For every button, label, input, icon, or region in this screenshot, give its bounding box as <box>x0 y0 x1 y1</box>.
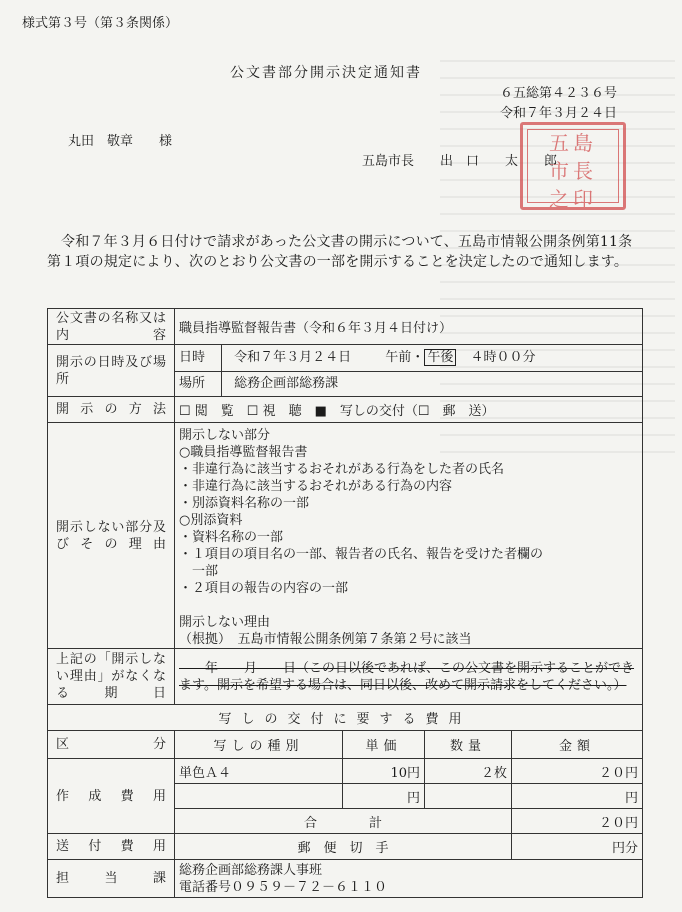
row2-price: 円 <box>343 784 425 809</box>
partial-line: ・非違行為に該当するおそれがある行為の内容 <box>179 479 453 494</box>
partial-content <box>175 423 643 649</box>
partial-line: ・１項目の項目名の一部、報告者の氏名、報告を受けた者欄の <box>179 547 544 562</box>
total-label: 合 計 <box>175 809 512 834</box>
form-number: 様式第３号（第３条関係） <box>22 16 179 31</box>
doc-name-value: 職員指導監督報告書（令和６年３月４日付け） <box>175 309 643 345</box>
make-cost-label: 作成費用 <box>48 759 175 834</box>
partial-line: 開示しない部分 <box>179 428 271 443</box>
fee-heading: 写しの交付に要する費用 <box>48 705 643 731</box>
datetime-label: 開示の日時及び場所 <box>48 345 175 397</box>
notice-body: 令和７年３月６日付けで請求があった公文書の開示について、五島市情報公開条例第11条第１項の規定により、次のとおり公文書の一部を開示することを決定したので通知します。 <box>47 234 633 270</box>
shipping-amount: 円分 <box>512 834 643 860</box>
place-value: 総務企画部総務課 <box>234 376 339 391</box>
partial-line: ・２項目の報告の内容の一部 <box>179 581 349 596</box>
document-title: 公文書部分開示決定通知書 <box>230 65 422 81</box>
disclosure-table <box>47 308 643 898</box>
row2-amount: 円 <box>512 784 643 809</box>
col-kubun: 区分 <box>48 731 175 759</box>
method-value: ☐ 閲 覧 ☐ 視 聴 ■ 写しの交付（☐ 郵 送） <box>175 397 643 423</box>
contact-phone: 電話番号０９５９－７２－６１１０ <box>179 879 388 895</box>
doc-name-label: 公文書の名称又は内容 <box>48 309 175 345</box>
partial-line: 一部 <box>179 564 219 579</box>
row1-amount: ２０円 <box>512 759 643 784</box>
recipient-name: 丸田 敬章 様 <box>68 134 173 149</box>
expiry-text: 年 月 日（この日以後であれば、この公文書を開示することができます。開示を希望する場合は、同日以後、改めて開示請求をしてください。） <box>175 649 643 705</box>
contact-label: 担当課 <box>48 860 175 898</box>
contact-department: 総務企画部総務課人事班 <box>179 862 323 878</box>
official-seal: 五島 市長 之印 <box>520 122 626 210</box>
row1-type: 単色Ａ４ <box>175 759 343 784</box>
date-value: 令和７年３月２４日 <box>234 350 352 365</box>
partial-line: ・資料名称の一部 <box>179 530 284 545</box>
ampm-am: 午前・ <box>385 350 425 365</box>
method-label: 開示の方法 <box>48 397 175 423</box>
partial-line: ○別添資料 <box>179 513 243 528</box>
col-type: 写しの種別 <box>175 731 343 759</box>
shipping-label: 送付費用 <box>48 834 175 860</box>
partial-line: ○職員指導監督報告書 <box>179 445 308 460</box>
document-date: 令和７年３月２４日 <box>500 106 618 121</box>
document-number: ６五総第４２３６号 <box>500 86 618 101</box>
ampm-pm-selected: 午後 <box>424 349 456 366</box>
reason-heading: 開示しない理由 <box>179 615 271 630</box>
partial-line: ・別添資料名称の一部 <box>179 496 310 511</box>
row1-price: 10円 <box>343 759 425 784</box>
sender-name: 出 口 太 郎 <box>440 154 558 169</box>
col-qty: 数量 <box>425 731 512 759</box>
total-amount: ２０円 <box>512 809 643 834</box>
expiry-label: 上記の「開示しない理由」がなくなる期日 <box>48 649 175 705</box>
reason-text: （根拠） 五島市情報公開条例第７条第２号に該当 <box>179 632 472 647</box>
partial-line: ・非違行為に該当するおそれがある行為をした者の氏名 <box>179 462 505 477</box>
shipping-type: 郵 便 切 手 <box>175 834 512 860</box>
place-key: 場所 <box>175 372 222 396</box>
sender-title: 五島市長 <box>362 154 415 169</box>
col-price: 単価 <box>343 731 425 759</box>
date-key: 日時 <box>175 345 222 371</box>
col-amount: 金額 <box>512 731 643 759</box>
partial-label: 開示しない部分及びその理由 <box>48 423 175 649</box>
row1-qty: ２枚 <box>425 759 512 784</box>
time-value: ４時００分 <box>470 350 536 365</box>
